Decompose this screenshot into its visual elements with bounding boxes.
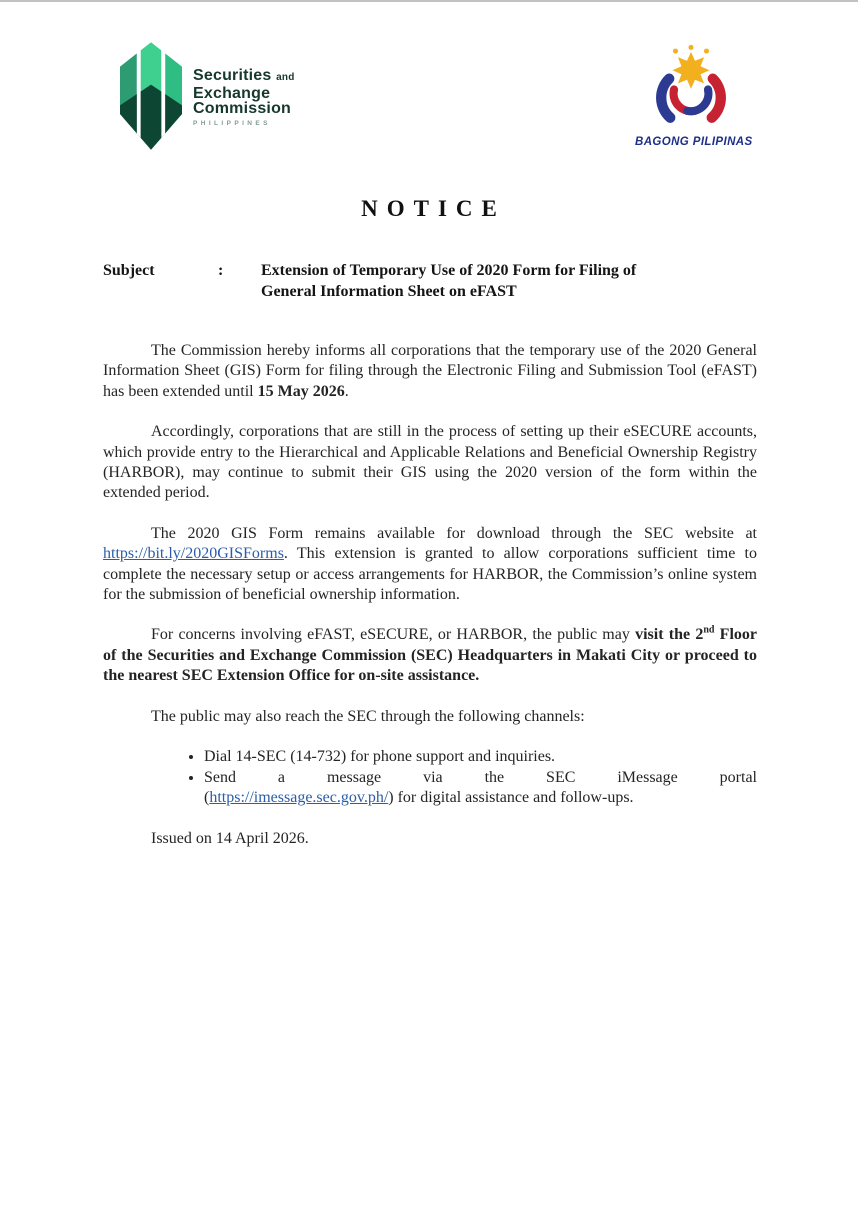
p3-text-pre: The 2020 GIS Form remains available for download through the SEC website at: [151, 524, 757, 542]
channels-list: [103, 747, 757, 808]
bagong-pilipinas-icon: [643, 42, 739, 134]
issued-date-line: Issued on 14 April 2026.: [151, 830, 309, 848]
sec-name-line1: Securities: [193, 67, 272, 84]
subject-line-1: Extension of Temporary Use of 2020 Form for Filing of: [261, 262, 637, 279]
document-header: [103, 40, 755, 152]
imessage-portal-link[interactable]: https://imessage.sec.gov.ph/: [209, 788, 389, 806]
imessage-line-2-text: ) for digital assistance and follow-ups.: [388, 788, 634, 806]
sec-name-line3: Commission: [193, 100, 292, 117]
imessage-line-2: [204, 788, 757, 808]
channel-imessage-item: [204, 768, 757, 809]
paragraph-esecure: Accordingly, corporations that are still in the process of setting up their eSECURE accounts, which provide entry to the Hierarchical and Applicable Relations and Beneficial Ownership Registry (HARBOR), may continue to submit their GIS using the 2020 version of the form within the extended period.: [103, 423, 757, 502]
notice-body: [103, 341, 757, 850]
paragraph-channels-intro: The public may also reach the SEC through the following channels:: [151, 707, 585, 725]
subject-row: [103, 261, 755, 302]
p4-ordinal-sup: nd: [703, 625, 715, 637]
p4-text-pre: For concerns involving eFAST, eSECURE, or HARBOR, the public may: [151, 626, 636, 644]
p1-period: .: [344, 382, 349, 400]
sec-philippines-label: PHILIPPINES: [193, 119, 271, 127]
sec-logo: [118, 40, 295, 152]
sec-logo-text: [193, 68, 295, 127]
p4-bold1: visit the 2: [635, 626, 704, 644]
p1-text: The Commission hereby informs all corporations that the temporary use of the 2020 General Information Sheet (GIS) Form for filing through the Electronic Filing and Submission Tool (eFAST) has been extended until: [103, 342, 757, 400]
sec-name-line2: Exchange: [193, 84, 271, 102]
subject-text: [261, 261, 755, 302]
imessage-line-1: • Send a message via the SEC iMessage portal: [204, 768, 757, 786]
gis-forms-link[interactable]: https://bit.ly/2020GISForms: [103, 545, 284, 563]
paragraph-concerns: [103, 625, 757, 686]
bagong-pilipinas-caption: BAGONG PILIPINAS: [635, 136, 753, 148]
subject-colon: :: [218, 262, 224, 279]
p3-text-post: . This extension is granted to allow corporations sufficient time to complete the necessary setup or access arrangements for HARBOR, the Commission’s online system for the submission of beneficial ownership information.: [103, 545, 757, 604]
sec-diamond-icon: [118, 40, 184, 152]
p1-deadline-bold: 15 May 2026: [257, 382, 345, 400]
bagong-pilipinas-logo: [635, 42, 753, 148]
sec-name-and: and: [276, 72, 295, 83]
paren-open: (: [204, 788, 210, 806]
p4-bold2: Floor of the Securities and Exchange Commission (SEC) Headquarters in Makati City or proceed to the nearest SEC Extension Office for on-site assistance.: [103, 626, 758, 685]
notice-title: NOTICE: [361, 196, 506, 221]
subject-label: Subject: [103, 262, 155, 279]
paragraph-download: [103, 524, 757, 606]
channel-phone-item: • Dial 14-SEC (14-732) for phone support and inquiries.: [204, 747, 757, 767]
subject-line-2: General Information Sheet on eFAST: [261, 282, 517, 300]
scan-edge-artifact: [0, 0, 858, 2]
paragraph-extension: [103, 341, 757, 402]
